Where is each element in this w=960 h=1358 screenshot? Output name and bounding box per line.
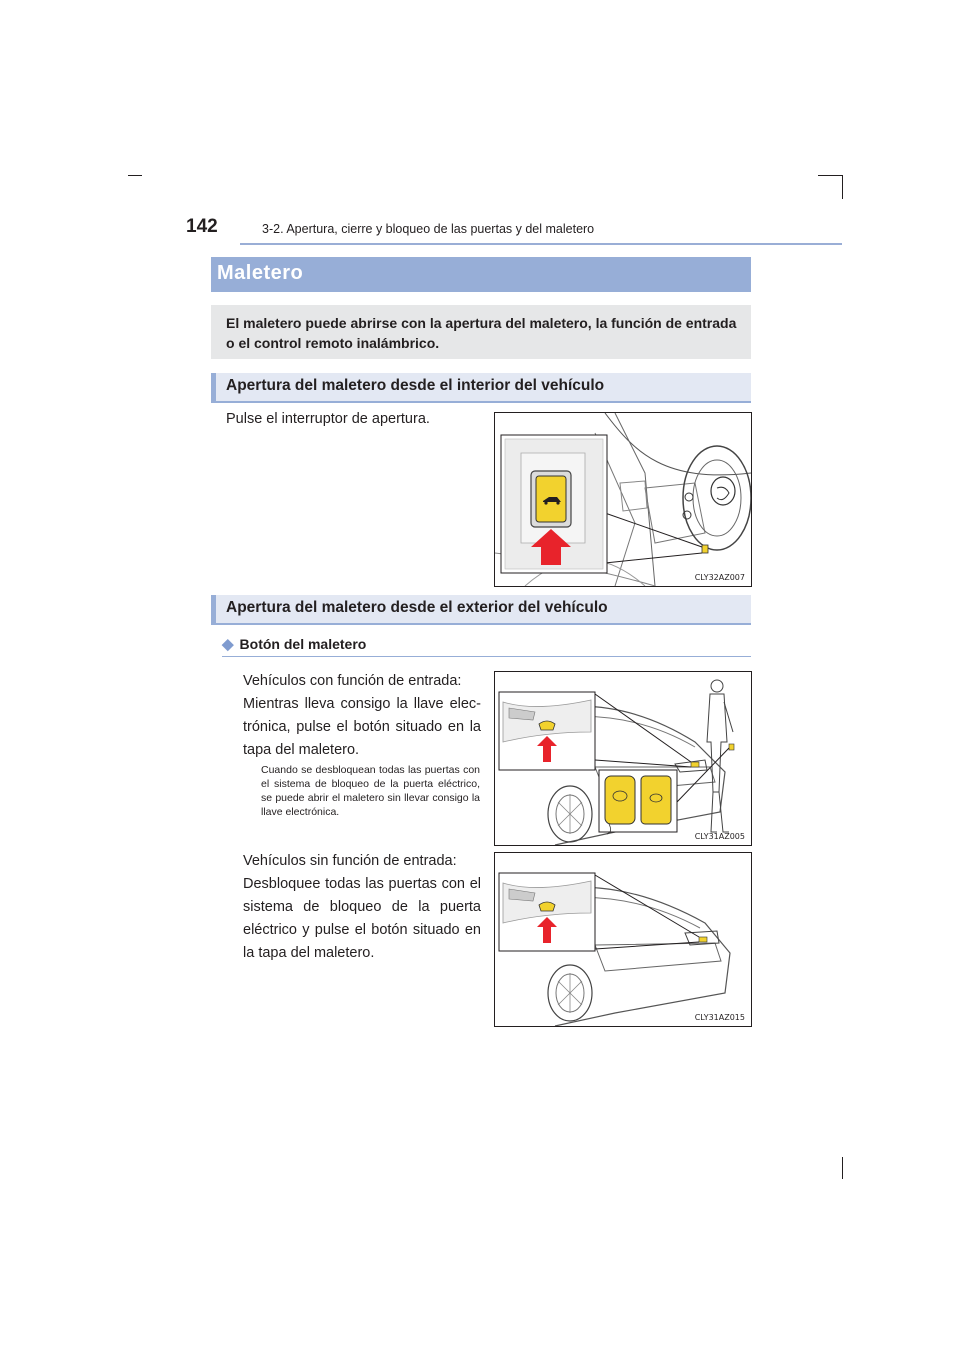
running-head: 3-2. Apertura, cierre y bloqueo de las puertas y del maletero [262,222,595,236]
page-title: Maletero [217,262,304,284]
section-bar [211,373,216,403]
with-entry-text: Mientras lleva consigo la llave elec-trónica, pulse el botón situado en la tapa del maletero. [243,696,481,758]
figure-trunk-without-entry [494,852,752,1027]
section-bar [211,595,216,625]
intro-box [211,305,751,359]
crop-mark [128,175,142,176]
figure-code: CLY32AZ007 [694,573,745,582]
page-number: 142 [186,216,218,237]
section-heading-text: Apertura del maletero desde el exterior del vehículo [226,599,608,616]
without-entry-text: Desbloquee todas las puertas con el sistema de bloqueo de la puerta eléctrico y pulse el botón situado en la tapa del maletero. [243,876,481,961]
section-heading-text: Apertura del maletero desde el interior del vehículo [226,377,605,394]
header-rule [240,243,842,245]
section-heading-interior [211,373,751,403]
crop-mark [842,175,843,199]
crop-mark [842,1157,843,1179]
trunk-noentry-illustration [495,853,751,1026]
title-bar [211,257,751,292]
subheading [222,635,366,653]
section-heading-exterior [211,595,751,625]
with-entry-note: Cuando se desbloquean todas las puertas con el sistema de bloqueo de la puerta eléctrico, se puede abrir el maletero sin llevar consigo la llave electrónica. [261,764,480,818]
intro-text: El maletero puede abrirse con la apertura del maletero, la función de entrada o el control remoto inalámbrico. [226,315,737,351]
instruction-text: Pulse el interruptor de apertura. [226,411,430,427]
with-entry-label: Vehículos con función de entrada: [243,673,462,689]
trunk-entry-illustration [495,672,751,845]
figure-code: CLY31AZ005 [694,832,745,841]
figure-interior-switch [494,412,752,587]
without-entry-label: Vehículos sin función de entrada: [243,853,457,869]
interior-illustration [495,413,751,586]
subheading-rule [222,656,751,657]
figure-code: CLY31AZ015 [694,1013,745,1022]
figure-trunk-with-entry [494,671,752,846]
crop-mark [818,175,842,176]
subheading-text: Botón del maletero [239,636,367,652]
diamond-icon: ◆ [222,636,234,653]
